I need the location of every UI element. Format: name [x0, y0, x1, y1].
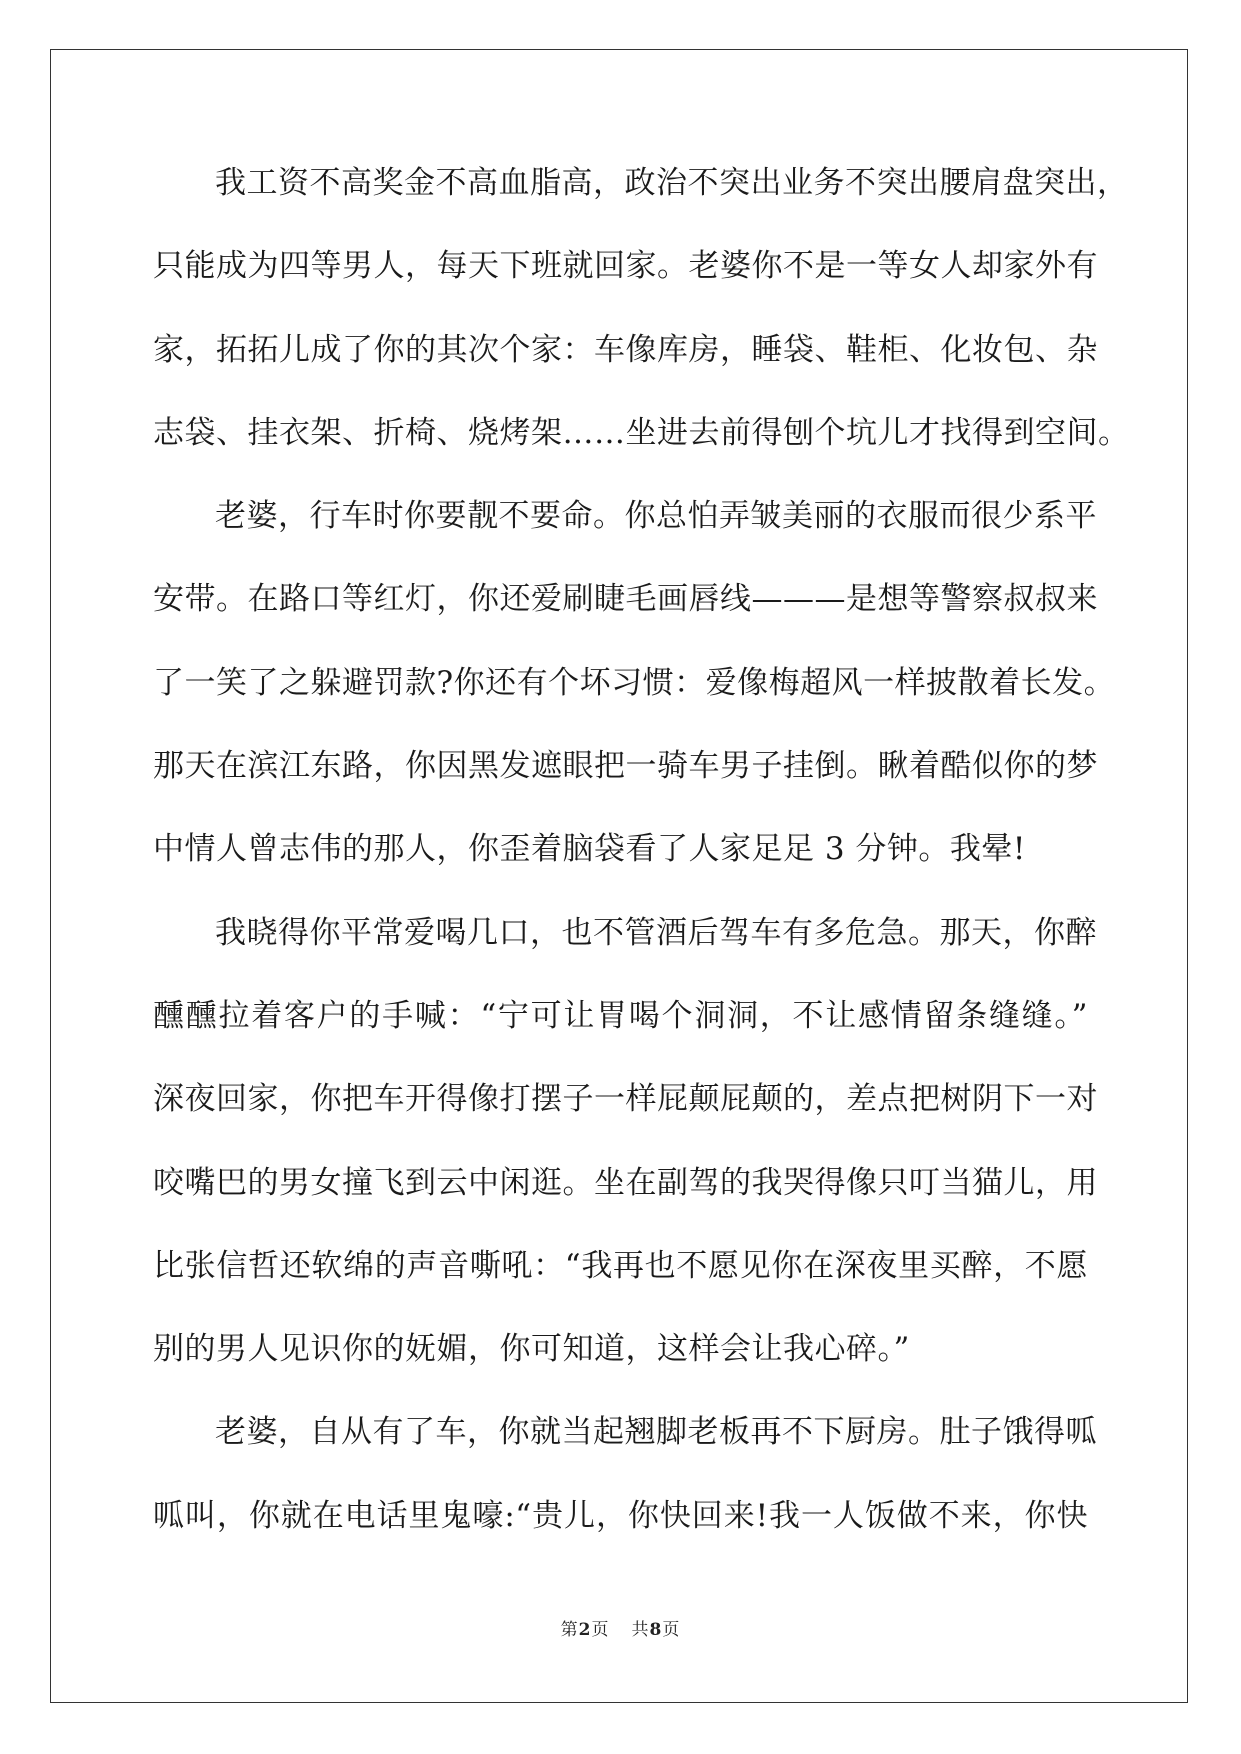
text-line: 只能成为四等男人，每天下班就回家。老婆你不是一等女人却家外有 — [153, 248, 1098, 285]
text-line: 了一笑了之躲避罚款?你还有个坏习惯：爱像梅超风一样披散着长发。 — [153, 664, 1116, 701]
text-line: 别的男人见识你的妩媚，你可知道，这样会让我心碎。” — [153, 1331, 910, 1368]
text-line: 我晓得你平常爱喝几口，也不管酒后驾车有多危急。那天，你醉 — [215, 914, 1097, 951]
text-line: 志袋、挂衣架、折椅、烧烤架……坐进去前得刨个坑儿才找得到空间。 — [153, 414, 1130, 451]
text-line: 那天在滨江东路，你因黑发遮眼把一骑车男子挂倒。瞅着酷似你的梦 — [153, 748, 1098, 785]
text-line: 我工资不高奖金不高血脂高，政治不突出业务不突出腰肩盘突出， — [215, 165, 1129, 201]
text-line: 深夜回家，你把车开得像打摆子一样屁颠屁颠的，差点把树阴下一对 — [153, 1081, 1098, 1118]
text-line: 呱叫，你就在电话里鬼嚎:“贵儿，你快回来!我一人饭做不来，你快 — [153, 1497, 1088, 1534]
text-line: 家，拓拓儿成了你的其次个家：车像库房，睡袋、鞋柜、化妆包、杂 — [153, 331, 1098, 368]
footer-page-suffix: 页 — [591, 1620, 610, 1640]
text-line: 老婆，自从有了车，你就当起翘脚老板再不下厨房。肚子饿得呱 — [215, 1414, 1097, 1451]
text-line: 老婆，行车时你要靓不要命。你总怕弄皱美丽的衣服而很少系平 — [215, 498, 1097, 535]
text-line: 醺醺拉着客户的手喊：“宁可让胃喝个洞洞，不让感情留条缝缝。” — [153, 997, 1088, 1034]
current-page-number: 2 — [578, 1620, 592, 1640]
text-line: 安带。在路口等红灯，你还爱刷睫毛画唇线———是想等警察叔叔来 — [153, 581, 1098, 618]
text-line: 中情人曾志伟的那人，你歪着脑袋看了人家足足 3 分钟。我晕! — [153, 831, 1026, 868]
total-page-count: 8 — [649, 1620, 663, 1640]
text-line: 比张信哲还软绵的声音嘶吼：“我再也不愿见你在深夜里买醉，不愿 — [153, 1247, 1088, 1284]
text-line: 咬嘴巴的男女撞飞到云中闲逛。坐在副驾的我哭得像只叮当猫儿，用 — [153, 1164, 1098, 1201]
footer-total-prefix: 共 — [631, 1620, 650, 1640]
footer-total-suffix: 页 — [662, 1620, 681, 1640]
page-number-footer — [0, 1615, 1241, 1640]
document-body — [153, 160, 1130, 1576]
footer-prefix: 第 — [560, 1620, 579, 1640]
